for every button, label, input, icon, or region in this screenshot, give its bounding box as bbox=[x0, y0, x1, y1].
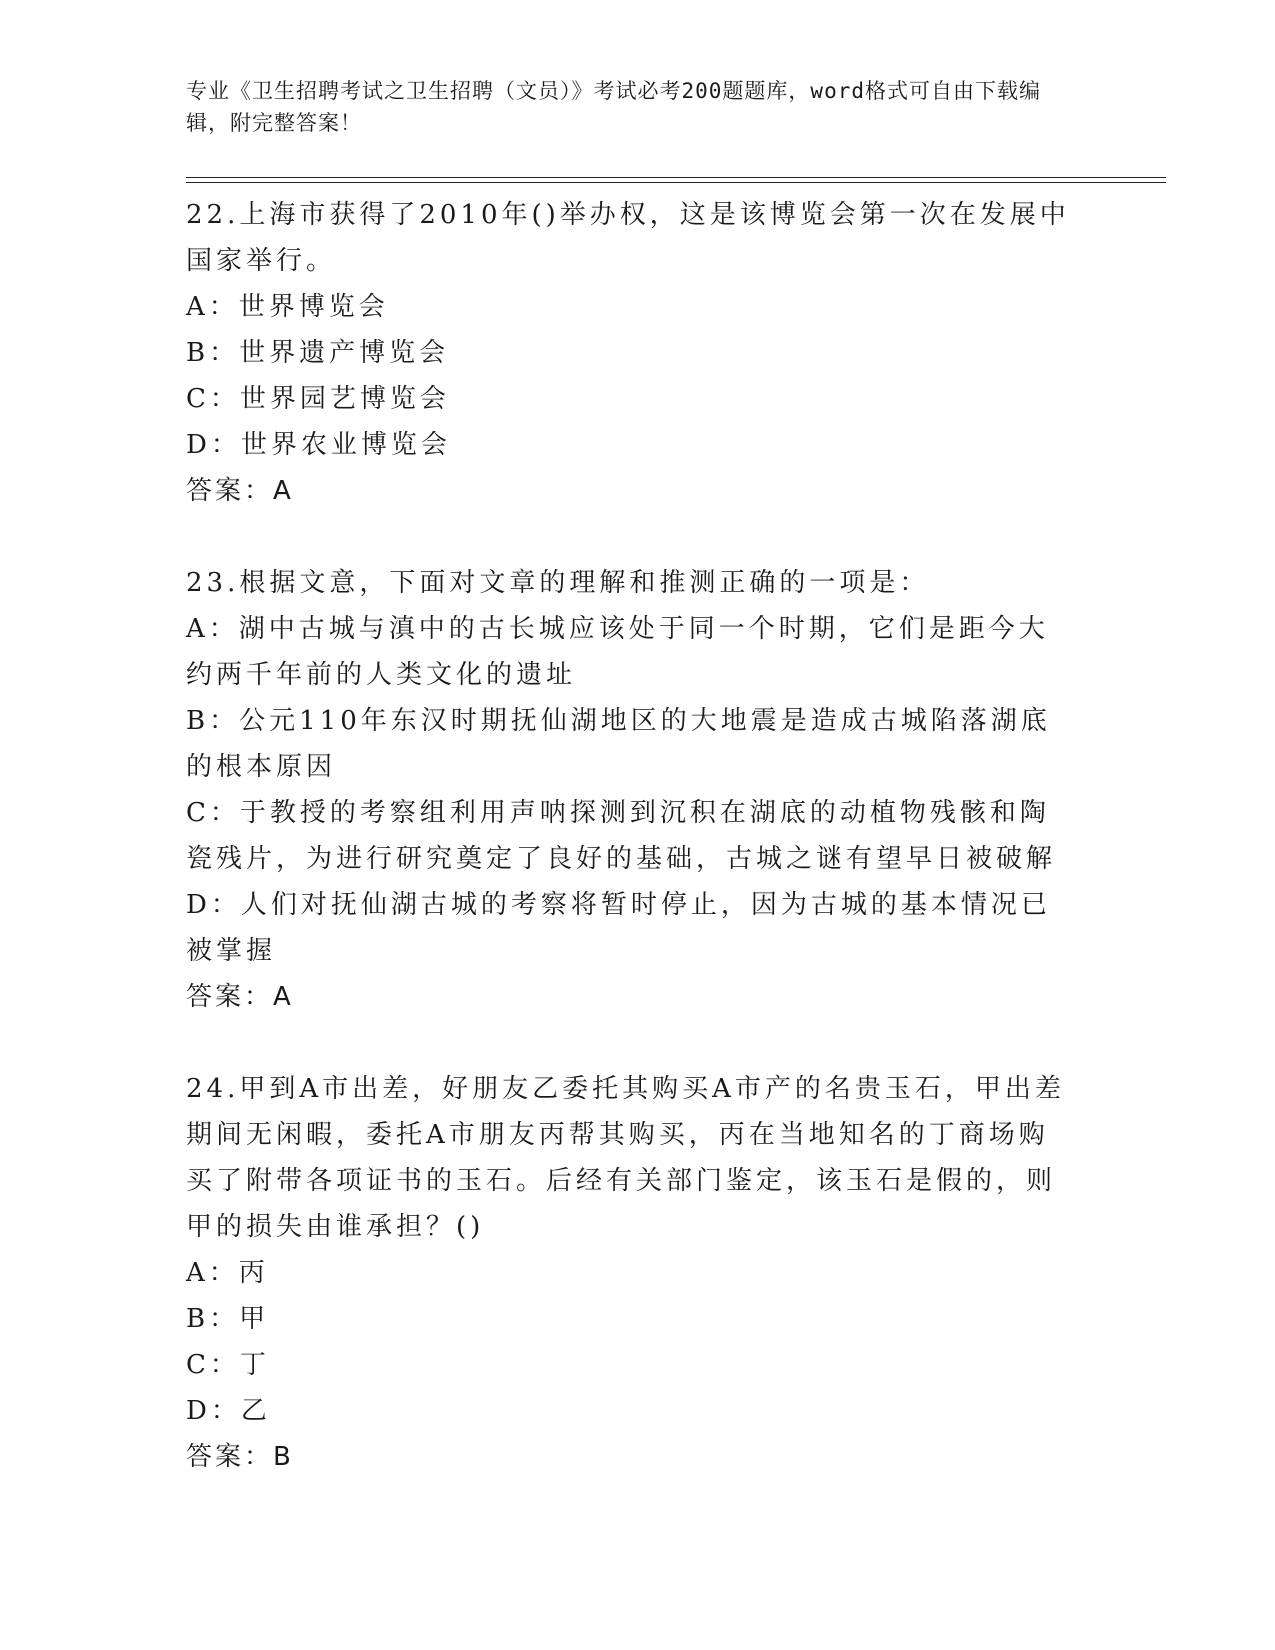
answer-line: 答案：A bbox=[186, 982, 294, 1012]
option-c: C：于教授的考察组利用声呐探测到沉积在湖底的动植物残骸和陶瓷残片，为进行研究奠定了良好的基础，古城之谜有望早日被破解 bbox=[186, 798, 1057, 874]
header-divider-bottom bbox=[186, 182, 1166, 183]
question-stem: 23.根据文意，下面对文章的理解和推测正确的一项是： bbox=[186, 568, 930, 598]
option-d: D：乙 bbox=[186, 1396, 271, 1426]
question-22 bbox=[186, 192, 1076, 514]
option-b: B：公元110年东汉时期抚仙湖地区的大地震是造成古城陷落湖底的根本原因 bbox=[186, 706, 1051, 782]
document-header: 专业《卫生招聘考试之卫生招聘（文员）》考试必考200题题库，word格式可自由下载编辑，附完整答案！ bbox=[186, 79, 1041, 135]
question-list bbox=[186, 192, 1076, 1526]
question-24 bbox=[186, 1066, 1076, 1480]
question-stem: 24.甲到A市出差，好朋友乙委托其购买A市产的名贵玉石，甲出差期间无闲暇，委托A市朋友丙帮其购买，丙在当地知名的丁商场购买了附带各项证书的玉石。后经有关部门鉴定，该玉石是假的，则甲的损失由谁承担？() bbox=[186, 1074, 1065, 1242]
option-c: C：丁 bbox=[186, 1350, 270, 1380]
option-d: D：人们对抚仙湖古城的考察将暂时停止，因为古城的基本情况已被掌握 bbox=[186, 890, 1051, 966]
option-a: A：丙 bbox=[186, 1258, 269, 1288]
header-divider-top bbox=[186, 177, 1166, 178]
option-d: D：世界农业博览会 bbox=[186, 430, 451, 460]
answer-line: 答案：A bbox=[186, 476, 294, 506]
option-b: B：甲 bbox=[186, 1304, 270, 1334]
option-b: B：世界遗产博览会 bbox=[186, 338, 450, 368]
question-stem: 22.上海市获得了2010年()举办权，这是该博览会第一次在发展中国家举行。 bbox=[186, 200, 1070, 276]
question-23 bbox=[186, 560, 1076, 1020]
option-a: A：湖中古城与滇中的古长城应该处于同一个时期，它们是距今大约两千年前的人类文化的遗址 bbox=[186, 614, 1049, 690]
option-c: C：世界园艺博览会 bbox=[186, 384, 450, 414]
answer-line: 答案：B bbox=[186, 1442, 294, 1472]
option-a: A：世界博览会 bbox=[186, 292, 389, 322]
